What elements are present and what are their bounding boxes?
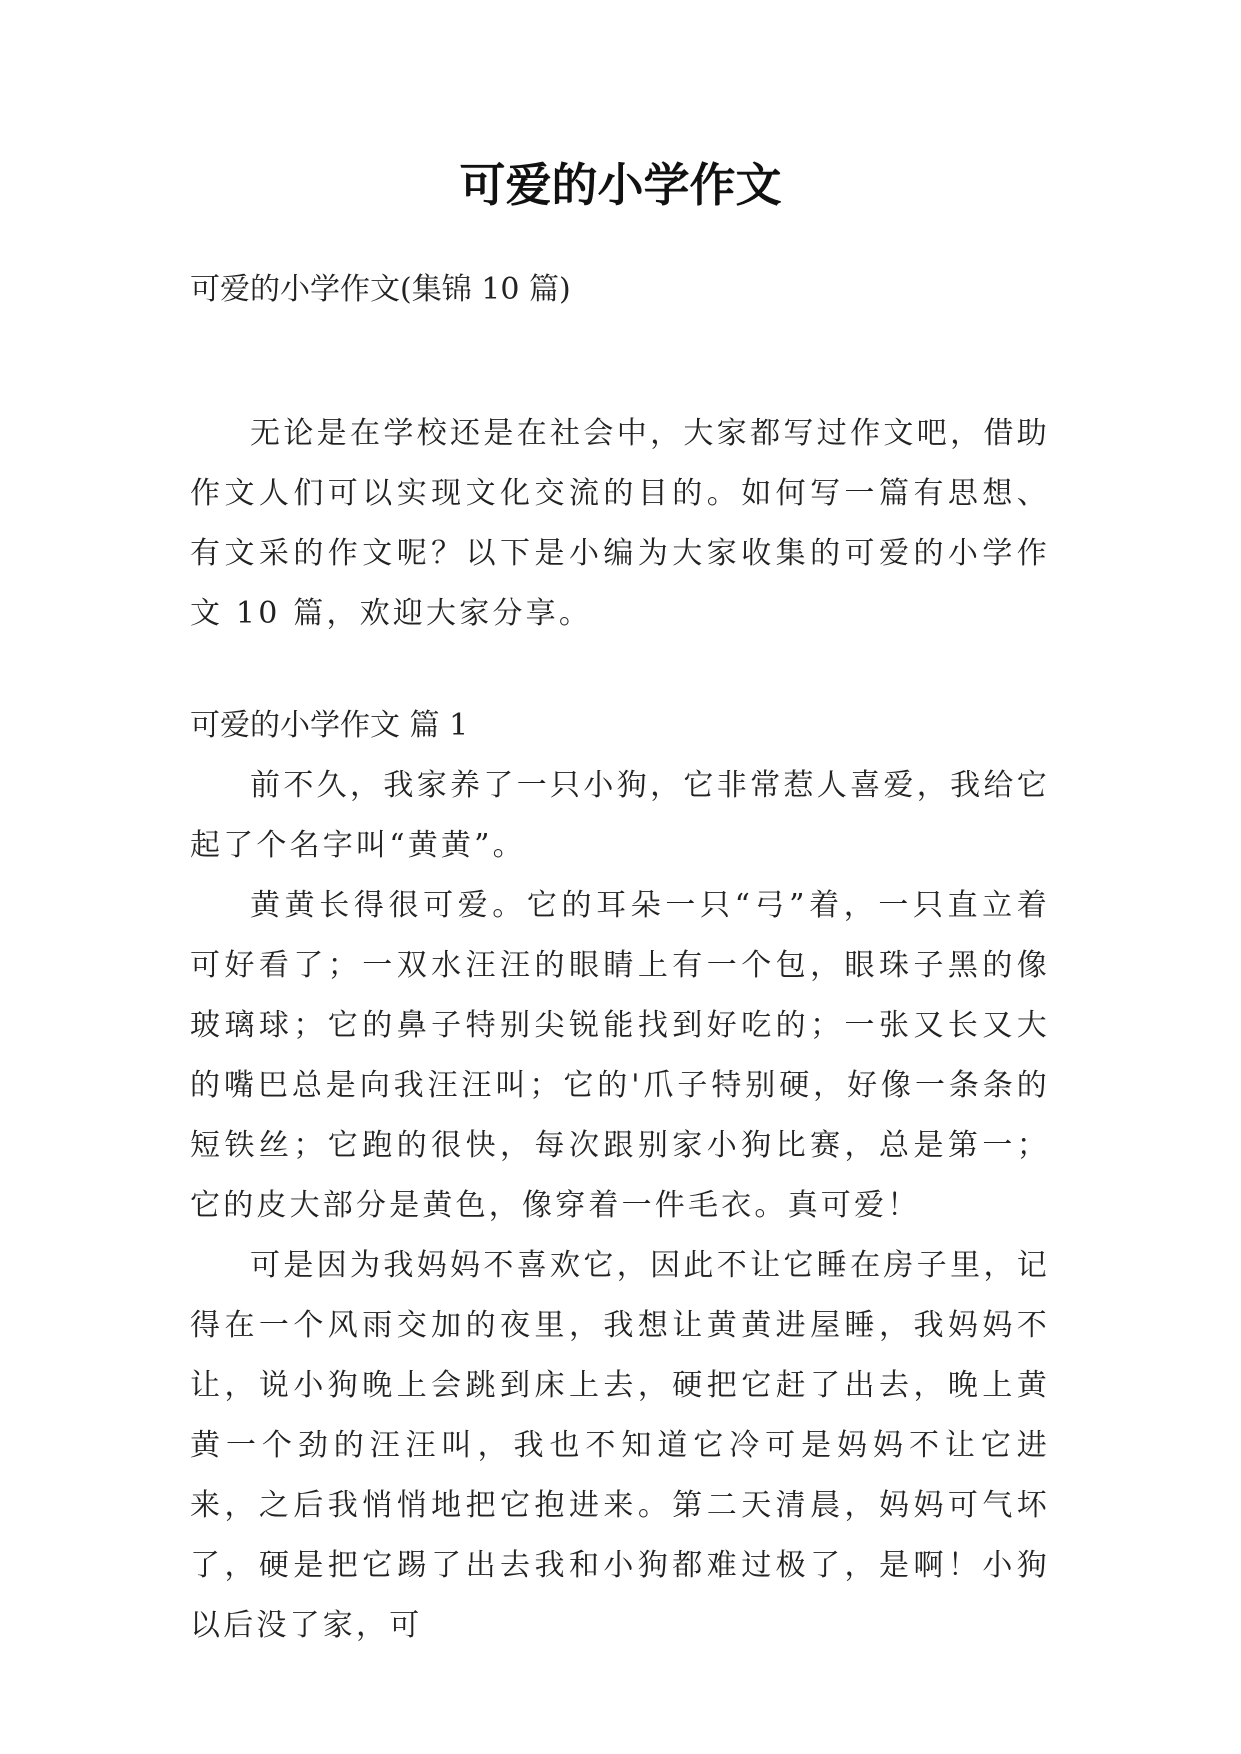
section-heading: 可爱的小学作文 篇 1 bbox=[190, 708, 469, 743]
essay-paragraph: 黄黄长得很可爱。它的耳朵一只“弓”着，一只直立着可好看了；一双水汪汪的眼睛上有一个包，眼珠子黑的像玻璃球；它的鼻子特别尖锐能找到好吃的；一张又长又大的嘴巴总是向我汪汪叫；它的'爪子特别硬，好像一条条的短铁丝；它跑的很快，每次跟别家小狗比赛，总是第一；它的皮大部分是黄色，像穿着一件毛衣。真可爱！ bbox=[190, 888, 1050, 1223]
essay-paragraph: 前不久，我家养了一只小狗，它非常惹人喜爱，我给它起了个名字叫“黄黄”。 bbox=[190, 768, 1050, 863]
intro-paragraph: 无论是在学校还是在社会中，大家都写过作文吧，借助作文人们可以实现文化交流的目的。如何写一篇有思想、有文采的作文呢？以下是小编为大家收集的可爱的小学作文 10 篇，欢迎大家分享。 bbox=[190, 416, 1050, 631]
document-title: 可爱的小学作文 bbox=[459, 158, 782, 212]
essay-paragraph: 可是因为我妈妈不喜欢它，因此不让它睡在房子里，记得在一个风雨交加的夜里，我想让黄黄进屋睡，我妈妈不让，说小狗晚上会跳到床上去，硬把它赶了出去，晚上黄黄一个劲的汪汪叫，我也不知道它冷可是妈妈不让它进来，之后我悄悄地把它抱进来。第二天清晨，妈妈可气坏了，硬是把它踢了出去我和小狗都难过极了，是啊！小狗以后没了家，可 bbox=[190, 1248, 1050, 1643]
essay-body bbox=[190, 756, 1050, 1656]
document-subtitle: 可爱的小学作文(集锦 10 篇) bbox=[190, 272, 571, 307]
